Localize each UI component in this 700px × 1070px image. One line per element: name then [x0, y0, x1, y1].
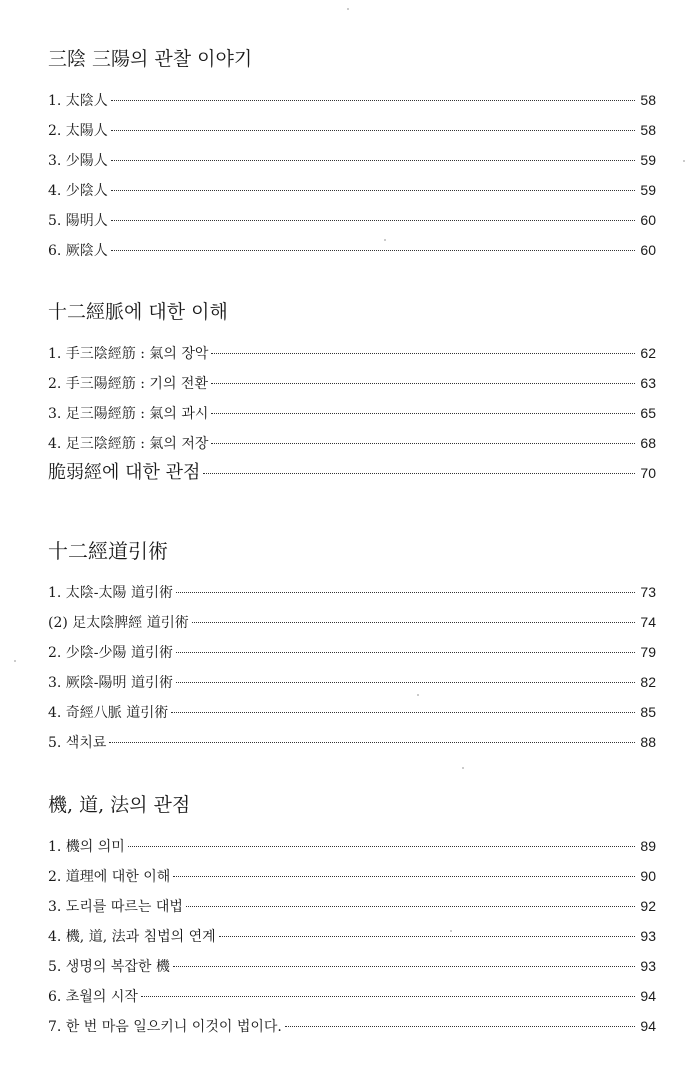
- entry-label: 2. 少陰-少陽 道引術: [48, 645, 173, 661]
- entry-page-number: 79: [640, 644, 656, 660]
- entry-label: 1. 太陰-太陽 道引術: [48, 585, 173, 601]
- toc-section-ki-do-beop: [48, 792, 656, 1041]
- entry-label: 1. 太陰人: [48, 93, 108, 109]
- toc-entry[interactable]: [48, 921, 656, 951]
- entry-label: 5. 색치료: [48, 735, 107, 751]
- dot-leader: [176, 682, 635, 683]
- dot-leader: [285, 1026, 635, 1027]
- toc-entry[interactable]: [48, 697, 656, 727]
- dot-leader: [219, 936, 635, 937]
- entry-label: 2. 手三陽經筋 : 기의 전환: [48, 376, 208, 392]
- scan-speck: [683, 160, 685, 162]
- dot-leader: [173, 876, 635, 877]
- dot-leader: [111, 190, 635, 191]
- dot-leader: [176, 592, 635, 593]
- toc-entry[interactable]: [48, 338, 656, 368]
- toc-entry[interactable]: [48, 398, 656, 428]
- dot-leader: [128, 846, 635, 847]
- dot-leader: [111, 250, 635, 251]
- entry-label: 2. 道理에 대한 이해: [48, 869, 171, 885]
- dot-leader: [211, 443, 635, 444]
- toc-entry[interactable]: [48, 607, 656, 637]
- dot-leader: [192, 622, 635, 623]
- toc-entry[interactable]: [48, 175, 656, 205]
- entry-page-number: 74: [640, 614, 656, 630]
- scan-speck: [462, 767, 464, 769]
- toc-entry[interactable]: [48, 428, 656, 458]
- toc-entry[interactable]: [48, 891, 656, 921]
- dot-leader: [186, 906, 635, 907]
- entry-label: 3. 厥陰-陽明 道引術: [48, 675, 173, 691]
- toc-entry[interactable]: [48, 831, 656, 861]
- entry-label: 3. 少陽人: [48, 153, 108, 169]
- entry-label: 2. 太陽人: [48, 123, 108, 139]
- toc-entry[interactable]: [48, 145, 656, 175]
- toc-section-sanyin-sanyang: [48, 46, 656, 265]
- entry-label: 5. 생명의 복잡한 機: [48, 959, 170, 975]
- entry-label: 4. 少陰人: [48, 183, 108, 199]
- entry-page-number: 65: [640, 405, 656, 421]
- entry-label: 3. 도리를 따르는 대법: [48, 899, 183, 915]
- entry-page-number: 90: [640, 868, 656, 884]
- scan-speck: [347, 8, 349, 10]
- entry-page-number: 59: [640, 152, 656, 168]
- entry-page-number: 59: [640, 182, 656, 198]
- entry-page-number: 60: [640, 212, 656, 228]
- toc-entry[interactable]: [48, 667, 656, 697]
- dot-leader: [111, 130, 635, 131]
- entry-page-number: 89: [640, 838, 656, 854]
- scan-speck: [14, 660, 16, 662]
- entry-page-number: 62: [640, 345, 656, 361]
- toc-section-twelve-meridians: [48, 299, 656, 488]
- entry-page-number: 70: [640, 465, 656, 481]
- toc-entry[interactable]: [48, 368, 656, 398]
- entry-label: 5. 陽明人: [48, 213, 108, 229]
- dot-leader: [111, 160, 635, 161]
- entry-label: 6. 초월의 시작: [48, 989, 138, 1005]
- dot-leader: [109, 742, 635, 743]
- entry-page-number: 58: [640, 122, 656, 138]
- entry-label: 3. 足三陽經筋 : 氣의 과시: [48, 406, 209, 422]
- entry-label: 4. 足三陰經筋 : 氣의 저장: [48, 436, 209, 452]
- entry-page-number: 94: [640, 1018, 656, 1034]
- dot-leader: [211, 413, 635, 414]
- toc-entry[interactable]: [48, 727, 656, 757]
- toc-entry[interactable]: [48, 981, 656, 1011]
- toc-entry[interactable]: [48, 951, 656, 981]
- dot-leader: [141, 996, 635, 997]
- dot-leader: [111, 100, 635, 101]
- dot-leader: [173, 966, 635, 967]
- toc-entry[interactable]: [48, 115, 656, 145]
- entry-page-number: 63: [640, 375, 656, 391]
- entry-label: 1. 機의 의미: [48, 839, 125, 855]
- entry-label: 1. 手三陰經筋 : 氣의 장악: [48, 346, 209, 362]
- dot-leader: [111, 220, 635, 221]
- scan-speck: [417, 694, 419, 696]
- entry-label: 4. 奇經八脈 道引術: [48, 705, 169, 721]
- entry-page-number: 94: [640, 988, 656, 1004]
- section-heading: 十二經道引術: [48, 539, 168, 563]
- entry-page-number: 93: [640, 958, 656, 974]
- entry-page-number: 92: [640, 898, 656, 914]
- toc-entry[interactable]: [48, 861, 656, 891]
- toc-section-daoyin: [48, 538, 656, 757]
- dot-leader: [211, 383, 635, 384]
- dot-leader: [203, 473, 635, 474]
- entry-page-number: 68: [640, 435, 656, 451]
- entry-page-number: 88: [640, 734, 656, 750]
- toc-entry[interactable]: [48, 205, 656, 235]
- section-heading: 機, 道, 法의 관점: [48, 794, 191, 816]
- entry-label: 4. 機, 道, 法과 침법의 연계: [48, 929, 216, 945]
- section-heading: 三陰 三陽의 관찰 이야기: [48, 48, 253, 70]
- section-heading: 十二經脈에 대한 이해: [48, 301, 228, 323]
- entry-page-number: 85: [640, 704, 656, 720]
- scan-speck: [450, 930, 452, 932]
- entry-page-number: 82: [640, 674, 656, 690]
- toc-entry[interactable]: [48, 458, 656, 488]
- entry-page-number: 58: [640, 92, 656, 108]
- toc-entry[interactable]: [48, 85, 656, 115]
- scan-speck: [384, 239, 386, 241]
- entry-page-number: 93: [640, 928, 656, 944]
- toc-entry[interactable]: [48, 235, 656, 265]
- entry-label: 6. 厥陰人: [48, 243, 108, 259]
- entry-label: (2) 足太陰脾經 道引術: [48, 615, 189, 631]
- entry-page-number: 73: [640, 584, 656, 600]
- entry-label: 7. 한 번 마음 일으키니 이것이 법이다.: [48, 1019, 282, 1035]
- toc-entry[interactable]: [48, 577, 656, 607]
- dot-leader: [211, 353, 635, 354]
- toc-entry[interactable]: [48, 637, 656, 667]
- dot-leader: [176, 652, 635, 653]
- entry-label: 脆弱經에 대한 관점: [48, 462, 201, 483]
- entry-page-number: 60: [640, 242, 656, 258]
- toc-entry[interactable]: [48, 1011, 656, 1041]
- dot-leader: [171, 712, 635, 713]
